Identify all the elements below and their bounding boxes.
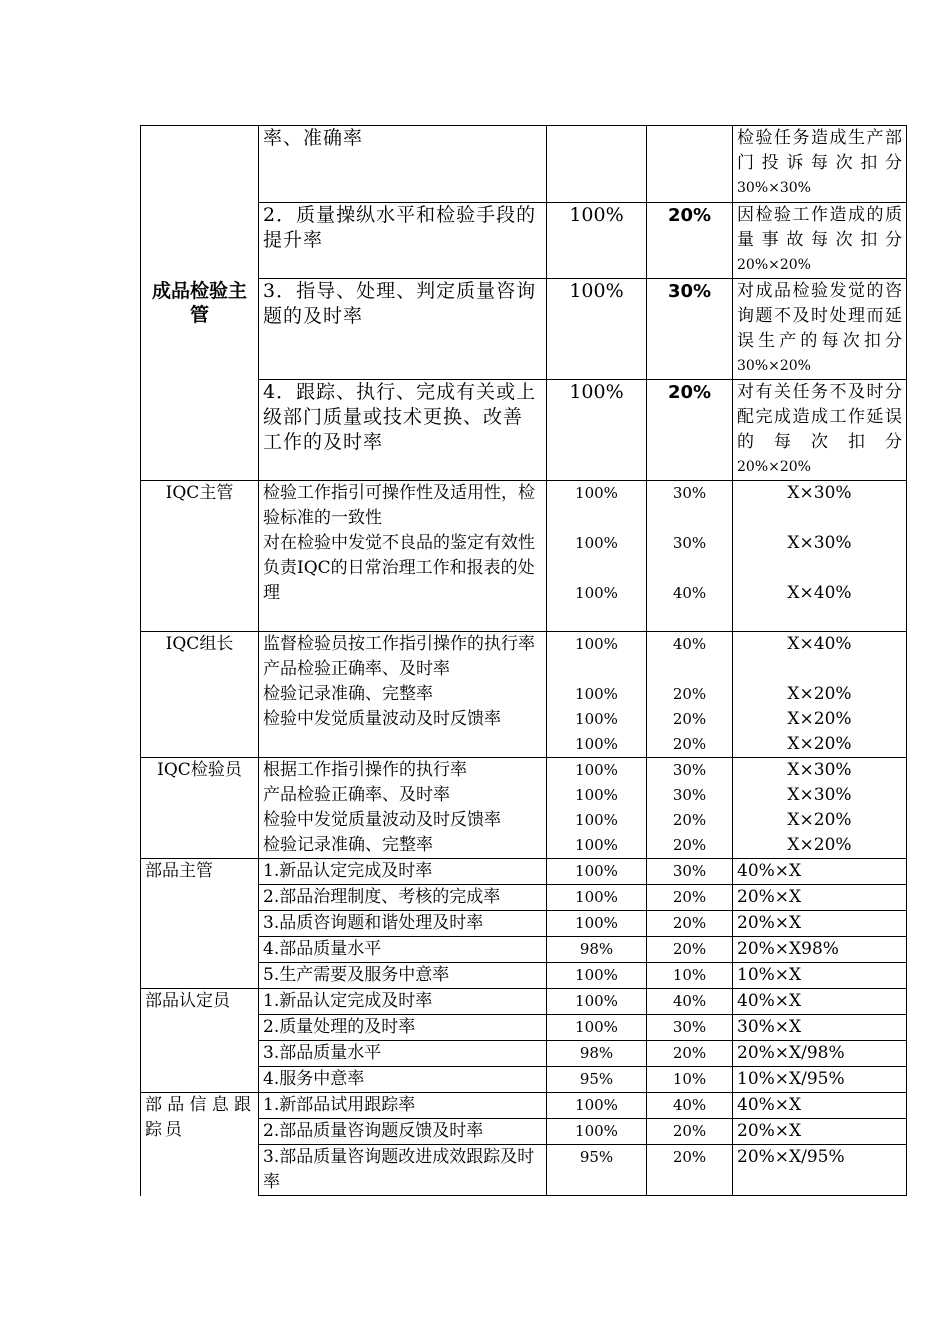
- target-cell: 98%: [547, 1041, 647, 1067]
- table-row: [141, 758, 907, 859]
- item-cell: 4.部品质量水平: [259, 937, 547, 963]
- rule-text: 因检验工作造成的质量事故每次扣分: [737, 205, 902, 250]
- item-cell: 3.品质咨询题和谐处理及时率: [259, 911, 547, 937]
- rule-cell: 10%×X/95%: [733, 1067, 907, 1093]
- target-text: 100%: [575, 584, 618, 602]
- target-text: 100%: [575, 710, 618, 728]
- table-row: [141, 1093, 907, 1119]
- weight-cell: 30%: [647, 859, 733, 885]
- target-cell: [547, 126, 647, 203]
- weight-text: 30%: [672, 786, 707, 804]
- target-cell: 100%: [547, 963, 647, 989]
- target-cell: [547, 758, 647, 859]
- weight-text: 30%: [672, 761, 707, 779]
- role-cell: IQC组长: [141, 632, 259, 758]
- weight-cell: [647, 632, 733, 758]
- role-cell: IQC检验员: [141, 758, 259, 859]
- rule-text: X×20%: [787, 734, 852, 754]
- weight-text: 20%: [672, 710, 707, 728]
- weight-cell: 30%: [647, 1015, 733, 1041]
- rule-text: 检验任务造成生产部门投诉每次扣分: [737, 128, 902, 173]
- weight-cell: [647, 758, 733, 859]
- rule-text: X×20%: [787, 835, 852, 855]
- rule-cell: [733, 632, 907, 758]
- weight-text: 30%: [672, 484, 707, 502]
- item-text: 产品检验正确率、及时率: [263, 785, 450, 805]
- weight-cell: 30%: [647, 279, 733, 380]
- table-row: [141, 632, 907, 758]
- role-cell: 部品主管: [141, 859, 259, 989]
- rule-cell: 40%×X: [733, 859, 907, 885]
- rule-text: X×30%: [787, 483, 852, 503]
- target-text: 100%: [575, 534, 618, 552]
- rule-text: X×30%: [787, 785, 852, 805]
- rule-text: X×20%: [787, 810, 852, 830]
- rule-cell: [733, 126, 907, 203]
- weight-cell: 20%: [647, 203, 733, 279]
- item-text: 检验中发觉质量波动及时反馈率: [263, 709, 501, 729]
- weight-cell: 40%: [647, 1093, 733, 1119]
- rule-calc: 30%×20%: [737, 358, 811, 374]
- weight-cell: 20%: [647, 1119, 733, 1145]
- item-cell: 1.新部品试用跟踪率: [259, 1093, 547, 1119]
- item-cell: 2.质量处理的及时率: [259, 1015, 547, 1041]
- target-cell: [547, 632, 647, 758]
- rule-text: X×40%: [787, 634, 852, 654]
- table-row: [141, 989, 907, 1015]
- target-cell: 98%: [547, 937, 647, 963]
- weight-text: 20%: [672, 735, 707, 753]
- item-text: 负责IQC的日常治理工作和报表的处理: [263, 558, 535, 603]
- rule-text: 对有关任务不及时分配完成造成工作延误的每次扣分: [737, 382, 902, 452]
- rule-cell: 20%×X98%: [733, 937, 907, 963]
- target-text: 100%: [575, 836, 618, 854]
- target-cell: 100%: [547, 1119, 647, 1145]
- item-cell: 2.部品治理制度、考核的完成率: [259, 885, 547, 911]
- target-cell: 100%: [547, 203, 647, 279]
- item-text: 根据工作指引操作的执行率: [263, 760, 467, 780]
- weight-text: 40%: [672, 584, 707, 602]
- role-cell: 成品检验主管: [141, 126, 259, 481]
- weight-cell: 20%: [647, 911, 733, 937]
- rule-text: X×20%: [787, 684, 852, 704]
- target-cell: 100%: [547, 279, 647, 380]
- target-cell: 95%: [547, 1067, 647, 1093]
- weight-cell: [647, 126, 733, 203]
- rule-cell: 20%×X: [733, 911, 907, 937]
- target-text: 100%: [575, 761, 618, 779]
- rule-text: X×20%: [787, 709, 852, 729]
- item-cell: [259, 481, 547, 632]
- weight-text: 20%: [672, 685, 707, 703]
- role-cell: IQC主管: [141, 481, 259, 632]
- rule-calc: 20%×20%: [737, 459, 811, 475]
- weight-text: 20%: [672, 836, 707, 854]
- item-text: 检验工作指引可操作性及适用性，检验标准的一致性: [263, 483, 535, 528]
- weight-cell: 20%: [647, 885, 733, 911]
- rule-cell: 30%×X: [733, 1015, 907, 1041]
- rule-text: 对成品检验发觉的咨询题不及时处理而延误生产的每次扣分: [737, 281, 902, 351]
- rule-cell: [733, 481, 907, 632]
- target-cell: [547, 481, 647, 632]
- target-cell: 100%: [547, 1093, 647, 1119]
- target-cell: 100%: [547, 380, 647, 481]
- weight-cell: [647, 481, 733, 632]
- item-cell: 2.部品质量咨询题反馈及时率: [259, 1119, 547, 1145]
- item-text: 检验中发觉质量波动及时反馈率: [263, 810, 501, 830]
- rule-cell: [733, 380, 907, 481]
- item-text: 检验记录准确、完整率: [263, 684, 433, 704]
- weight-cell: 20%: [647, 1145, 733, 1196]
- rule-cell: 40%×X: [733, 989, 907, 1015]
- rule-cell: 20%×X/95%: [733, 1145, 907, 1196]
- target-text: 100%: [575, 635, 618, 653]
- weight-cell: 20%: [647, 1041, 733, 1067]
- item-text: 检验记录准确、完整率: [263, 835, 433, 855]
- target-cell: 100%: [547, 1015, 647, 1041]
- item-cell: 3.部品质量咨询题改进成效跟踪及时率: [259, 1145, 547, 1196]
- weight-cell: 10%: [647, 963, 733, 989]
- rule-cell: 20%×X: [733, 1119, 907, 1145]
- weight-text: 40%: [672, 635, 707, 653]
- weight-cell: 40%: [647, 989, 733, 1015]
- weight-cell: 10%: [647, 1067, 733, 1093]
- rule-cell: [733, 279, 907, 380]
- item-cell: 率、准确率: [259, 126, 547, 203]
- role-cell: 部品认定员: [141, 989, 259, 1093]
- rule-cell: 20%×X/98%: [733, 1041, 907, 1067]
- table-row: [141, 481, 907, 632]
- target-cell: 95%: [547, 1145, 647, 1196]
- weight-text: 20%: [672, 811, 707, 829]
- target-text: 100%: [575, 685, 618, 703]
- target-cell: 100%: [547, 885, 647, 911]
- item-cell: 4．跟踪、执行、完成有关或上级部门质量或技术更换、改善工作的及时率: [259, 380, 547, 481]
- item-cell: [259, 758, 547, 859]
- rule-cell: [733, 203, 907, 279]
- table-row: [141, 126, 907, 203]
- item-cell: 3.部品质量水平: [259, 1041, 547, 1067]
- target-text: 100%: [575, 811, 618, 829]
- item-text: 监督检验员按工作指引操作的执行率: [263, 634, 535, 654]
- weight-cell: 20%: [647, 937, 733, 963]
- item-text: 产品检验正确率、及时率: [263, 659, 450, 679]
- item-text: 对在检验中发觉不良品的鉴定有效性: [263, 533, 535, 553]
- item-cell: 3．指导、处理、判定质量咨询题的及时率: [259, 279, 547, 380]
- target-cell: 100%: [547, 989, 647, 1015]
- target-text: 100%: [575, 786, 618, 804]
- kpi-document: [140, 125, 906, 1196]
- item-cell: 2．质量操纵水平和检验手段的提升率: [259, 203, 547, 279]
- table-row: [141, 859, 907, 885]
- rule-calc: 20%×20%: [737, 257, 811, 273]
- target-text: 100%: [575, 735, 618, 753]
- target-cell: 100%: [547, 911, 647, 937]
- target-text: 100%: [575, 484, 618, 502]
- item-cell: [259, 632, 547, 758]
- target-cell: 100%: [547, 859, 647, 885]
- item-cell: 1.新品认定完成及时率: [259, 859, 547, 885]
- item-cell: 1.新品认定完成及时率: [259, 989, 547, 1015]
- item-cell: 5.生产需要及服务中意率: [259, 963, 547, 989]
- weight-cell: 20%: [647, 380, 733, 481]
- rule-text: X×30%: [787, 533, 852, 553]
- role-cell: 部品信息跟踪员: [141, 1093, 259, 1196]
- kpi-table: [140, 125, 907, 1196]
- rule-cell: 10%×X: [733, 963, 907, 989]
- rule-cell: 20%×X: [733, 885, 907, 911]
- weight-text: 30%: [672, 534, 707, 552]
- rule-cell: 40%×X: [733, 1093, 907, 1119]
- item-cell: 4.服务中意率: [259, 1067, 547, 1093]
- rule-text: X×30%: [787, 760, 852, 780]
- rule-cell: [733, 758, 907, 859]
- rule-text: X×40%: [787, 583, 852, 603]
- rule-calc: 30%×30%: [737, 180, 811, 196]
